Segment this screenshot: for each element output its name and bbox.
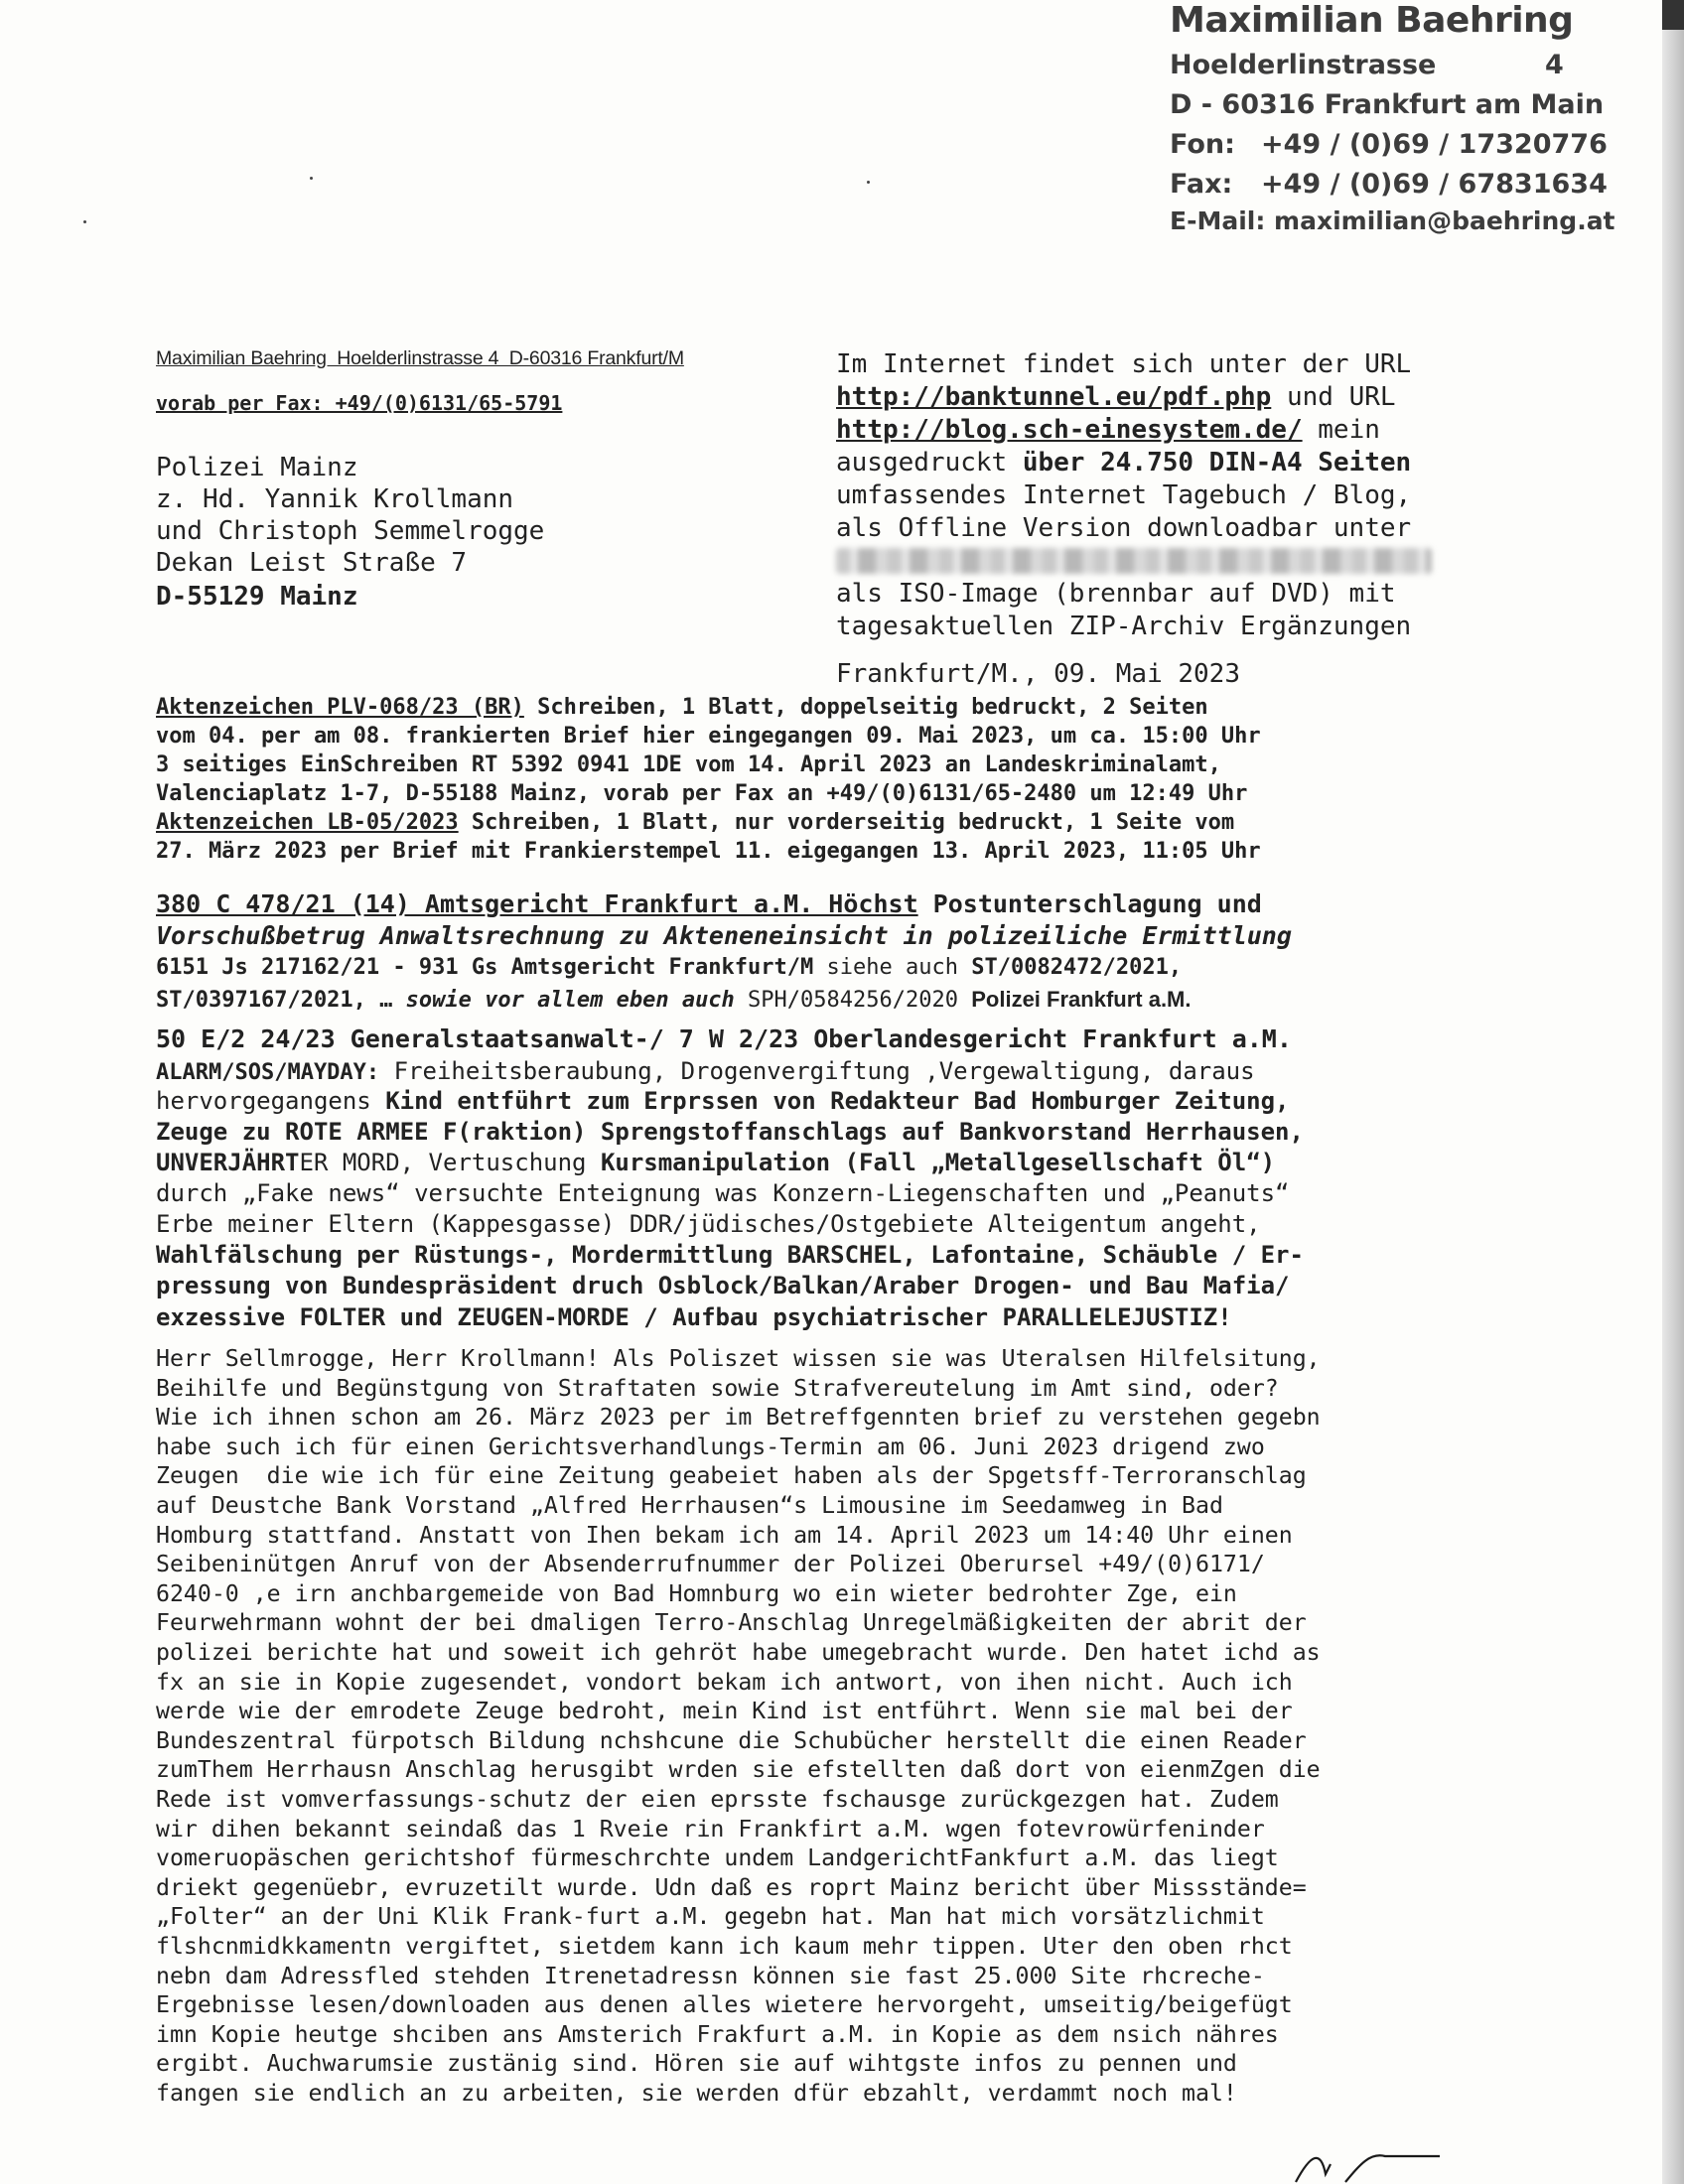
reference-line-2: vom 04. per am 08. frankierten Brief hier eingegangen 09. Mai 2023, um ca. 15:00 Uhr (156, 724, 1261, 749)
letterhead-fax-label: Fax: (1170, 169, 1233, 200)
case-line-11: Erbe meiner Eltern (Kappesgasse) DDR/jüdisches/Ostgebiete Alteigentum angeht, (156, 1210, 1261, 1238)
info-line-6: als Offline Version downloadbar unter (836, 513, 1412, 543)
case-line-9 (156, 1149, 1275, 1176)
body-line: flshcnmidkkamentn vergiftet, sietdem kann ich kaum mehr tippen. Uter den oben rhct (156, 1933, 1293, 1960)
info-line-3 (836, 415, 1380, 445)
case-line-5: 50 E/2 24/23 Generalstaatsanwalt-/ 7 W 2/23 Oberlandesgericht Frankfurt a.M. (156, 1024, 1292, 1053)
body-line: nebn dam Adressfled stehden Itrenetadressn können sie fast 25.000 Site rhcreche- (156, 1962, 1265, 1989)
case-line-3-a: 6151 Js 217162/21 - 931 Gs Amtsgericht Frankfurt/M (156, 955, 814, 980)
banktunnel-link[interactable]: http://banktunnel.eu/pdf.php (836, 382, 1272, 412)
case-line-13: pressung von Bundespräsident druch Osblock/Balkan/Araber Drogen- und Bau Mafia/ (156, 1272, 1290, 1299)
case-line-4-e: Polizei Frankfurt a.M. (971, 987, 1192, 1012)
reference-line-1-rest: Schreiben, 1 Blatt, doppelseitig bedruckt, 2 Seiten (523, 695, 1208, 720)
reference-line-4: Valenciaplatz 1-7, D-55188 Mainz, vorab per Fax an +49/(0)6131/65-2480 um 12:49 Uhr (156, 781, 1248, 806)
blog-link[interactable]: http://blog.sch-einesystem.de/ (836, 415, 1303, 445)
body-line: werde wie der emrodete Zeuge bedroht, mein Kind ist entführt. Wenn sie mal bei der (156, 1698, 1293, 1725)
case-line-7-b: Kind entführt zum Erprssen von Redakteur Bad Homburger Zeitung, (385, 1087, 1290, 1115)
info-line-1: Im Internet findet sich unter der URL (836, 349, 1412, 379)
body-line: „Folter“ an der Uni Klik Frank-furt a.M. gegebn hat. Man hat mich vorsätzlichmit (156, 1903, 1265, 1931)
reference-line-5 (156, 810, 1234, 835)
body-line: fx an sie in Kopie zugesendet, vondort bekam ich antwort, von ihen nicht. Auch ich (156, 1668, 1293, 1696)
case-line-2: Vorschußbetrug Anwaltsrechnung zu Akteneneinsicht in polizeiliche Ermittlung (156, 921, 1292, 950)
case-line-4-c: sowie vor allem eben auch (405, 988, 735, 1013)
body-line: Herr Sellmrogge, Herr Krollmann! Als Poliszet wissen sie was Uteralsen Hilfelsitung, (156, 1345, 1321, 1372)
body-line: polizei berichte hat und soweit ich gehröt habe umegebracht wurde. Den hatet ichd as (156, 1639, 1321, 1666)
vorab-fax-line: vorab per Fax: +49/(0)6131/65-5791 (156, 391, 563, 415)
body-line: Bundeszentral fürpotsch Bildung nchshcune die Schubücher herstellt die einen Reader (156, 1726, 1307, 1754)
letter-date: Frankfurt/M., 09. Mai 2023 (836, 659, 1240, 689)
body-line: Homburg stattfand. Anstatt von Ihen bekam ich am 14. April 2023 um 14:40 Uhr einen (156, 1521, 1293, 1549)
case-line-9-c: Kursmanipulation (Fall „Metallgesellschaft Öl“) (600, 1149, 1276, 1176)
case-line-3 (156, 955, 1182, 980)
letterhead-email: E-Mail: maximilian@baehring.at (1170, 206, 1615, 235)
body-line: Rede ist vomverfassungs-schutz der eien eprsste fschausge zurückgezgen hat. Zudem (156, 1786, 1279, 1813)
letterhead-city: D - 60316 Frankfurt am Main (1170, 89, 1605, 120)
letterhead-street: Hoelderlinstrasse (1170, 50, 1437, 80)
info-line-5: umfassendes Internet Tagebuch / Blog, (836, 480, 1412, 510)
letterhead-name: Maximilian Baehring (1170, 0, 1574, 41)
case-line-8: Zeuge zu ROTE ARMEE F(raktion) Sprengstoffanschlags auf Bankvorstand Herrhausen, (156, 1118, 1304, 1146)
body-line: driekt gegenüebr, evruzetilt wurde. Udn daß es roprt Mainz bericht über Missstände= (156, 1873, 1307, 1901)
info-line-9: tagesaktuellen ZIP-Archiv Ergänzungen (836, 612, 1412, 641)
sender-return-line: Maximilian Baehring Hoelderlinstrasse 4 D-60316 Frankfurt/M (156, 347, 684, 369)
letterhead-fax-value: +49 / (0)69 / 67831634 (1261, 169, 1608, 200)
letterhead-house-number: 4 (1545, 50, 1564, 80)
case-line-9-a: UNVERJÄHRT (156, 1149, 300, 1176)
aktenzeichen-plv: Aktenzeichen PLV-068/23 (BR) (156, 695, 524, 720)
reference-line-6: 27. März 2023 per Brief mit Frankierstempel 11. eigegangen 13. April 2023, 11:05 Uhr (156, 839, 1261, 864)
reference-line-1 (156, 695, 1208, 720)
case-line-7 (156, 1087, 1290, 1115)
case-line-7-a: hervorgegangens (156, 1087, 386, 1115)
scan-speck (867, 181, 870, 184)
case-line-3-c: ST/0082472/2021, (971, 955, 1183, 980)
body-line: ergibt. Auchwarumsie zustänig sind. Hören sie auf wihtgste infos zu pennen und (156, 2050, 1237, 2078)
case-line-14: exzessive FOLTER und ZEUGEN-MORDE / Aufbau psychiatrischer PARALLELEJUSTIZ! (156, 1303, 1232, 1331)
body-line: zumThem Herrhausn Anschlag herusgibt wrden sie efstellten daß dort von eienmZgen die (156, 1756, 1321, 1784)
case-line-1-rest: Postunterschlagung und (917, 889, 1262, 918)
case-line-4 (156, 987, 1192, 1013)
body-line: habe such ich für einen Gerichtsverhandlungs-Termin am 06. Juni 2023 drigend zwo (156, 1433, 1265, 1460)
aktenzeichen-lb: Aktenzeichen LB-05/2023 (156, 810, 459, 835)
case-line-3-b: siehe auch (813, 955, 972, 980)
case-line-9-b: ER MORD, Vertuschung (299, 1149, 601, 1176)
body-line: auf Deustche Bank Vorstand „Alfred Herrhausen“s Limousine im Seedamweg in Bad (156, 1492, 1223, 1519)
body-line: vomeruopäschen gerichtshof fürmeschrchte undem LandgerichtFankfurt a.M. das liegt (156, 1844, 1279, 1872)
recipient-line-5: D-55129 Mainz (156, 582, 358, 612)
body-line: fangen sie endlich an zu arbeiten, sie werden dfür ebzahlt, verdammt noch mal! (156, 2080, 1237, 2107)
case-number-amtsgericht: 380 C 478/21 (14) Amtsgericht Frankfurt a.M. Höchst (156, 889, 918, 918)
info-line-4 (836, 448, 1411, 478)
reference-line-3: 3 seitiges EinSchreiben RT 5392 0941 1DE vom 14. April 2023 an Landeskriminalamt, (156, 752, 1221, 777)
case-line-6-rest: Freiheitsberaubung, Drogenvergiftung ,Vergewaltigung, daraus (379, 1057, 1255, 1085)
body-line: Ergebnisse lesen/downloaden aus denen alles wietere hervorgeht, umseitig/beigefügt (156, 1991, 1293, 2019)
info-line-4-b: über 24.750 DIN-A4 Seiten (1022, 448, 1412, 478)
body-line: Zeugen die wie ich für eine Zeitung geabeiet haben als der Spgetsff-Terroranschlag (156, 1462, 1307, 1490)
scan-speck (310, 177, 313, 180)
paper-corner (1662, 0, 1684, 30)
info-line-3-rest: mein (1302, 415, 1380, 445)
letterhead-fon-label: Fon: (1170, 129, 1235, 160)
body-line: Feurwehrmann wohnt der bei dmaligen Terro-Anschlag Unregelmäßigkeiten der abrit der (156, 1609, 1307, 1637)
body-line: Beihilfe und Begünstgung von Straftaten sowie Strafvereutelung im Amt sind, oder? (156, 1374, 1279, 1402)
case-line-6 (156, 1057, 1255, 1085)
case-line-4-b: … (365, 988, 406, 1013)
info-line-2-rest: und URL (1271, 382, 1396, 412)
body-line: 6240-0 ,e irn anchbargemeide von Bad Homnburg wo ein wieter bedrohter Zge, ein (156, 1579, 1237, 1607)
info-line-8: als ISO-Image (brennbar auf DVD) mit (836, 579, 1396, 609)
body-line: imn Kopie heutge shciben ans Amsterich Frakfurt a.M. in Kopie as dem nsich nähres (156, 2020, 1279, 2048)
alarm-label: ALARM/SOS/MAYDAY: (156, 1060, 380, 1085)
letterhead-fon-value: +49 / (0)69 / 17320776 (1261, 129, 1608, 160)
recipient-line-4: Dekan Leist Straße 7 (156, 548, 468, 578)
body-line: Seibeninütgen Anruf von der Absenderrufnummer der Polizei Oberursel +49/(0)6171/ (156, 1551, 1265, 1578)
case-line-1 (156, 889, 1262, 918)
body-line: wir dihen bekannt seindaß das 1 Rveie rin Frankfirt a.M. wgen fotevrowürfeninder (156, 1815, 1265, 1843)
handwritten-signature (1291, 2144, 1489, 2184)
scan-speck (83, 220, 86, 223)
recipient-line-3: und Christoph Semmelrogge (156, 516, 545, 546)
info-line-2 (836, 382, 1396, 412)
recipient-line-2: z. Hd. Yannik Krollmann (156, 484, 514, 514)
body-line: Wie ich ihnen schon am 26. März 2023 per im Betreffgennten brief zu verstehen gegebn (156, 1404, 1321, 1432)
case-line-10: durch „Fake news“ versuchte Enteignung was Konzern-Liegenschaften und „Peanuts“ (156, 1179, 1290, 1207)
blurred-download-url (836, 548, 1432, 574)
case-line-4-d: SPH/0584256/2020 (734, 988, 972, 1013)
recipient-line-1: Polizei Mainz (156, 453, 358, 482)
case-line-12: Wahlfälschung per Rüstungs-, Mordermittlung BARSCHEL, Lafontaine, Schäuble / Er- (156, 1241, 1304, 1269)
paper-edge-shadow (1662, 0, 1684, 2184)
info-line-4-a: ausgedruckt (836, 448, 1023, 478)
reference-line-5-rest: Schreiben, 1 Blatt, nur vorderseitig bedruckt, 1 Seite vom (458, 810, 1235, 835)
case-line-4-a: ST/0397167/2021, (156, 988, 366, 1013)
